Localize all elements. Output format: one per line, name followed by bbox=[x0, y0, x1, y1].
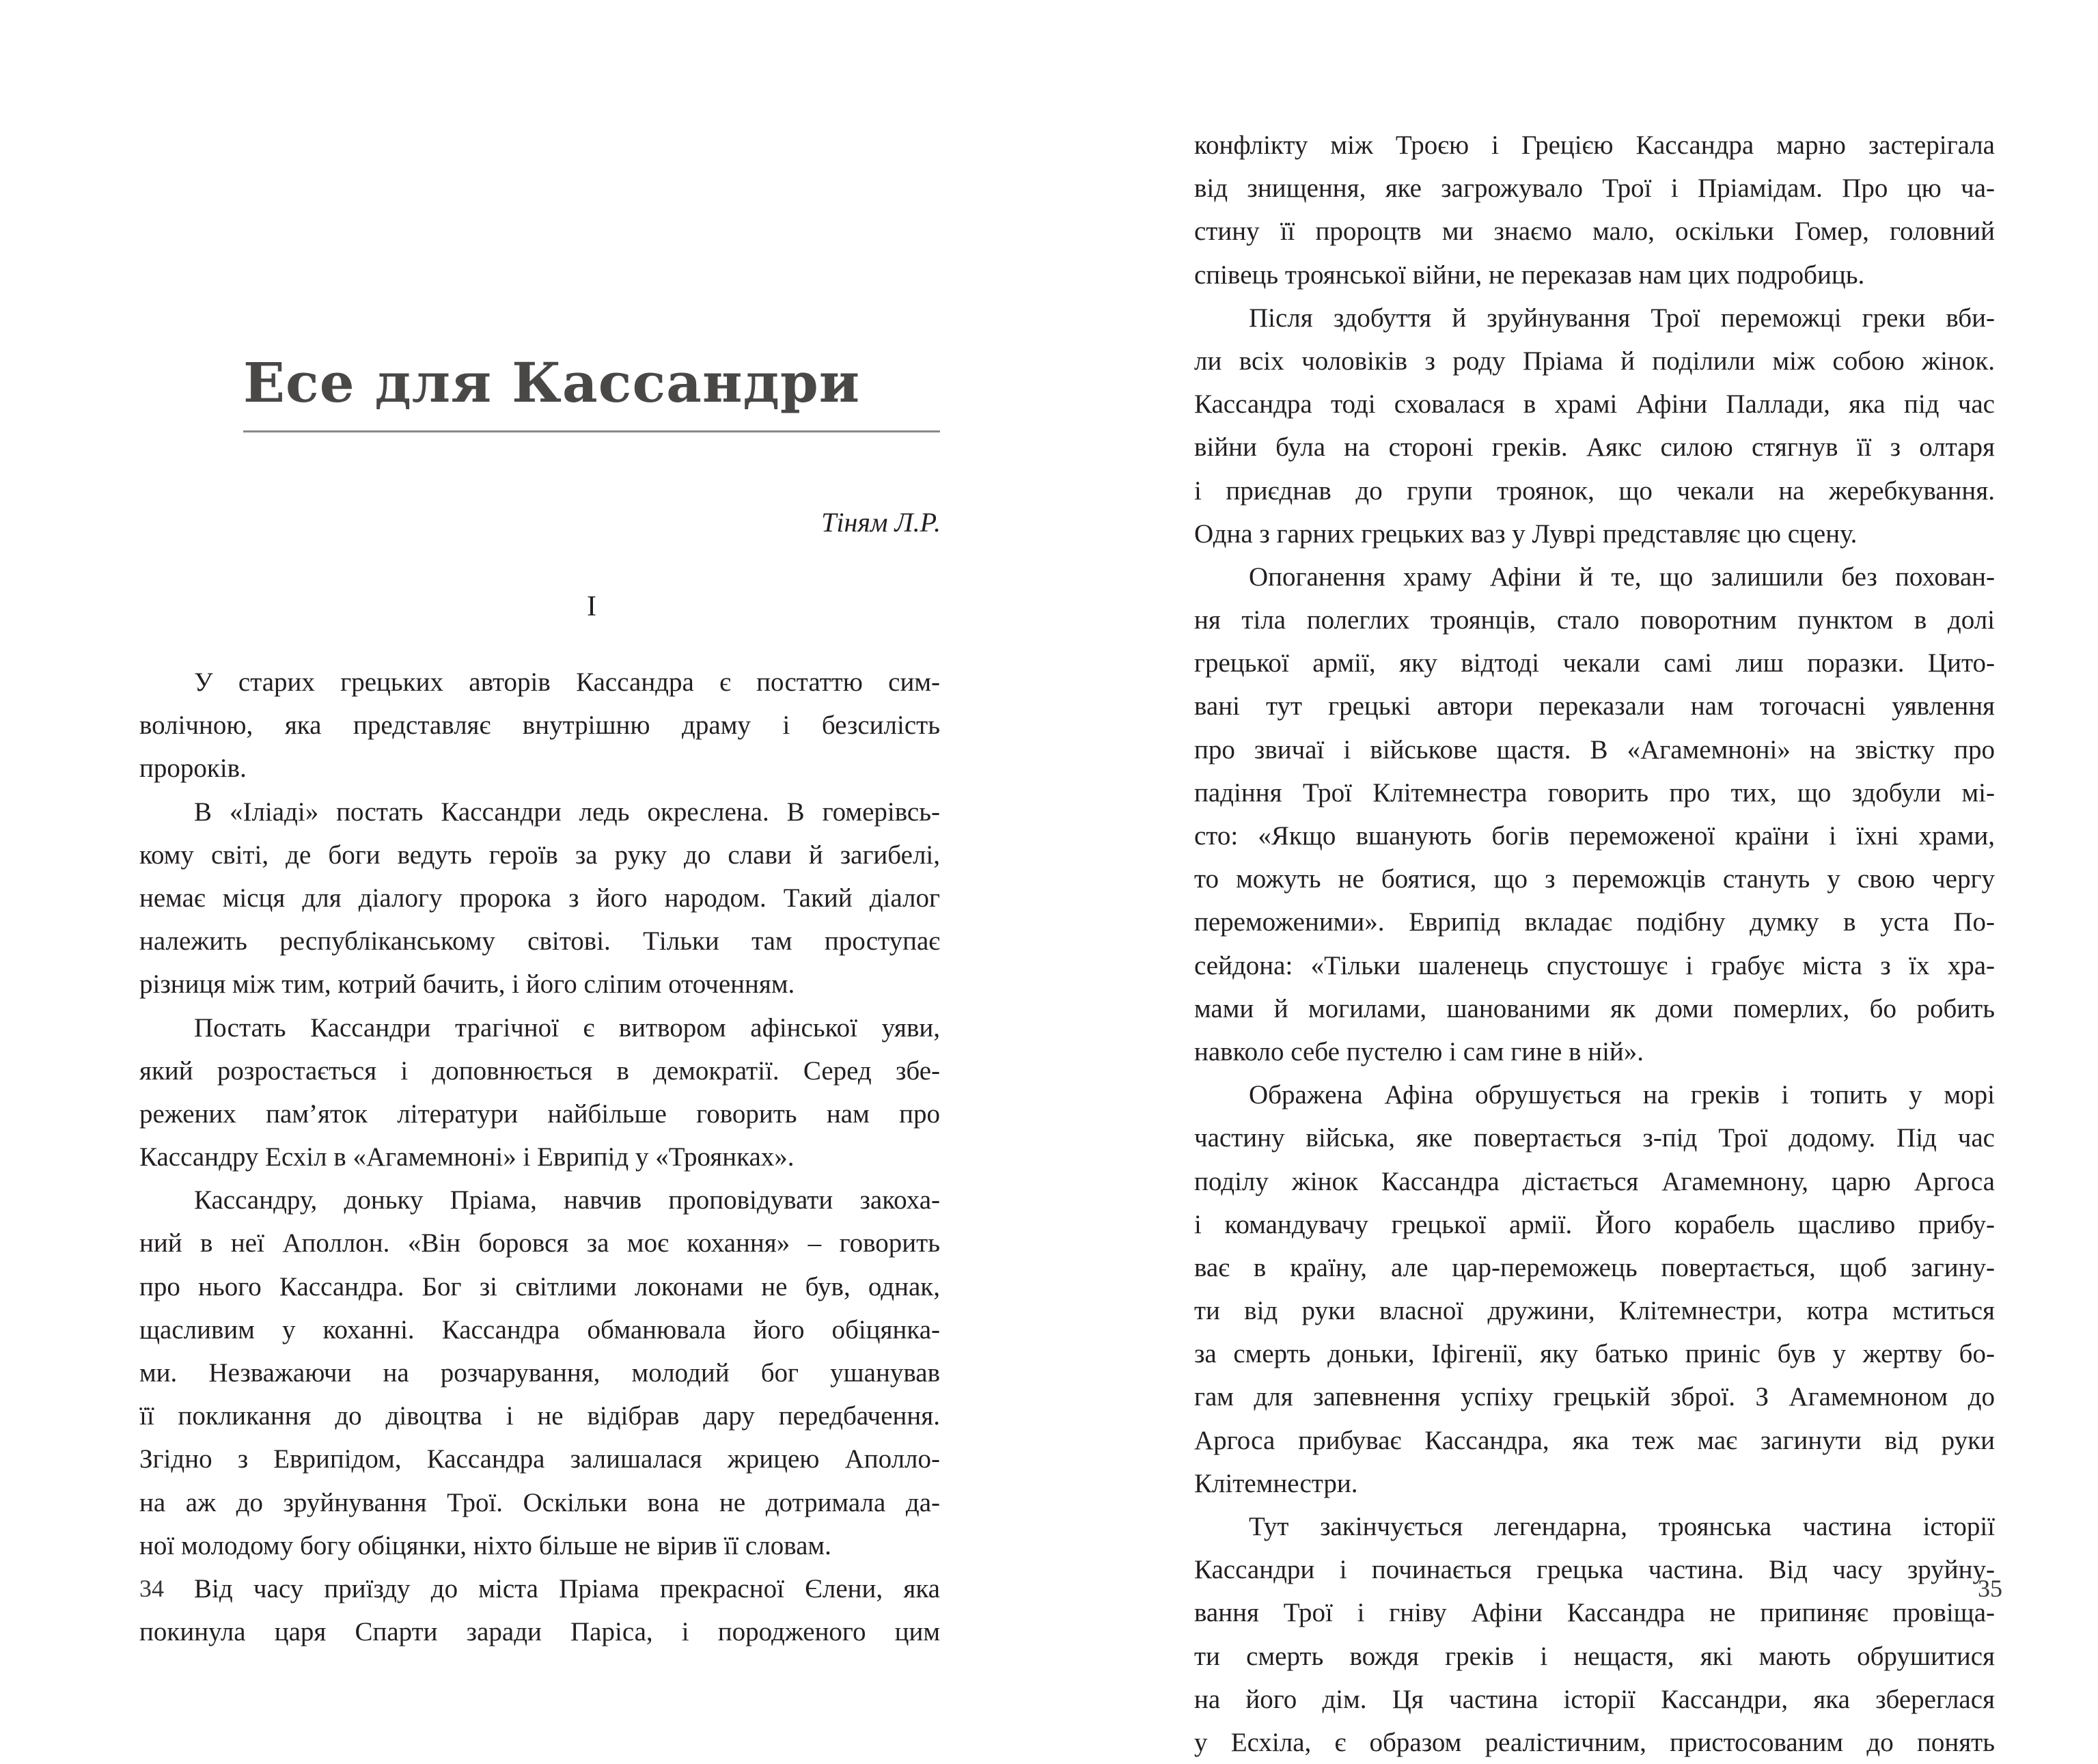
text-line: кому світі, де боги ведуть героїв за руку до слави й загибелі, bbox=[139, 840, 940, 870]
text-line: Аргоса прибуває Кассандра, яка теж має загинути від руки bbox=[1194, 1425, 1995, 1455]
text-line: Кассандра тоді сховалася в храмі Афіни Паллади, яка під час bbox=[1194, 389, 1995, 419]
text-line: вання Трої і гніву Афіни Кассандра не припиняє провіща- bbox=[1194, 1598, 1995, 1628]
page-number-left: 34 bbox=[139, 1575, 164, 1602]
text-line: Від часу приїзду до міста Пріама прекрасної Єлени, яка bbox=[194, 1573, 940, 1603]
text-line: Кассандру, доньку Пріама, навчив проповідувати закоха- bbox=[194, 1185, 940, 1215]
right-page bbox=[1049, 0, 2098, 1757]
text-line: ває в країну, але цар-переможець повертається, щоб загину- bbox=[1194, 1252, 1995, 1282]
left-page bbox=[0, 0, 1049, 1679]
left-body-text bbox=[139, 661, 940, 1653]
text-line: сейдона: «Тільки шаленець спустошує і грабує міста з їх хра- bbox=[1194, 950, 1995, 980]
text-line: за смерть доньки, Іфігенії, яку батько приніс був у жертву бо- bbox=[1194, 1339, 1995, 1369]
text-line: мами й могилами, шанованими як доми померлих, бо робить bbox=[1194, 993, 1995, 1023]
title-underline bbox=[243, 430, 940, 432]
text-line: Ображена Афіна обрушується на греків і топить у морі bbox=[1249, 1080, 1995, 1110]
text-line: Після здобуття й зруйнування Трої переможці греки вби- bbox=[1249, 303, 1995, 333]
text-line: сто: «Якщо вшанують богів переможеної країни і їхні храми, bbox=[1194, 821, 1995, 851]
text-line: навколо себе пустелю і сам гине в ній». bbox=[1194, 1036, 1644, 1066]
section-number: I bbox=[587, 591, 596, 622]
text-line: про нього Кассандра. Бог зі світлими локонами не був, однак, bbox=[139, 1271, 940, 1301]
text-line: на його дім. Ця частина історії Кассандри, яка збереглася bbox=[1194, 1684, 1995, 1714]
dedication: Тіням Л.Р. bbox=[821, 507, 941, 538]
text-line: війни була на стороні греків. Аякс силою стягнув її з олтаря bbox=[1194, 432, 1995, 463]
text-line: Кассандру Есхіл в «Агамемноні» і Еврипід у «Троянках». bbox=[139, 1142, 795, 1172]
text-line: і приєднав до групи троянок, що чекали на жеребкування. bbox=[1194, 476, 1995, 506]
text-line: різниця між тим, котрий бачить, і його сліпим оточенням. bbox=[139, 969, 795, 1000]
text-line: ти смерть вождя греків і нещастя, які мають обрушитися bbox=[1194, 1641, 1995, 1671]
text-line: переможеними». Еврипід вкладає подібну думку в уста По- bbox=[1194, 907, 1995, 937]
text-line: Одна з гарних грецьких ваз у Луврі представляє цю сцену. bbox=[1194, 519, 1858, 549]
text-line: ної молодому богу обіцянки, ніхто більше не вірив її словам. bbox=[139, 1530, 831, 1560]
text-line: поділу жінок Кассандра дістається Агамемнону, царю Аргоса bbox=[1194, 1166, 1995, 1196]
text-line: щасливим у коханні. Кассандра обманювала його обіцянка- bbox=[139, 1314, 940, 1345]
text-line: Кассандри і починається грецька частина. Від часу зруйну- bbox=[1194, 1555, 1995, 1585]
text-line: про звичаї і військове щастя. В «Агамемноні» на звістку про bbox=[1194, 734, 1995, 764]
text-line: співець троянської війни, не переказав нам цих подробиць. bbox=[1194, 260, 1865, 290]
text-line: від знищення, яке загрожувало Трої і Пріамідам. Про цю ча- bbox=[1194, 174, 1995, 204]
text-line: ня тіла полеглих троянців, стало поворотним пунктом в долі bbox=[1194, 605, 1995, 635]
text-line: волічною, яка представляє внутрішню драму і безсилість bbox=[139, 711, 940, 741]
text-line: ли всіх чоловіків з роду Пріама й поділили між собою жінок. bbox=[1194, 346, 1995, 376]
text-line: частину війська, яке повертається з-під Трої додому. Під час bbox=[1194, 1123, 1995, 1153]
text-line: її покликання до дівоцтва і не відібрав дару передбачення. bbox=[139, 1401, 940, 1431]
text-line: ми. Незважаючи на розчарування, молодий бог ушанував bbox=[139, 1358, 940, 1388]
text-line: Постать Кассандри трагічної є витвором афінської уяви, bbox=[194, 1012, 940, 1043]
text-line: Клітемнестри. bbox=[1194, 1468, 1358, 1498]
text-line: у Есхіла, є образом реалістичним, пристосованим до понять bbox=[1194, 1727, 1995, 1757]
right-body-text bbox=[1194, 124, 1995, 1764]
text-line: падіння Трої Клітемнестра говорить про тих, що здобули мі- bbox=[1194, 777, 1995, 808]
text-line: стину її пророцтв ми знаємо мало, оскільки Гомер, головний bbox=[1194, 217, 1995, 247]
text-line: Згідно з Еврипідом, Кассандра залишалася жрицею Аполло- bbox=[139, 1444, 940, 1474]
text-line: належить республіканському світові. Тільки там проступає bbox=[139, 926, 940, 956]
text-line: то можуть не боятися, що з переможців стануть у свою чергу bbox=[1194, 864, 1995, 894]
text-line: покинула царя Спарти заради Паріса, і породженого цим bbox=[139, 1617, 940, 1647]
text-line: У старих грецьких авторів Кассандра є постаттю сим- bbox=[194, 667, 940, 697]
text-line: режених пам’яток літератури найбільше говорить нам про bbox=[139, 1099, 940, 1129]
text-line: пророків. bbox=[139, 754, 247, 784]
text-line: гам для запевнення успіху грецькій зброї. З Агамемноном до bbox=[1194, 1382, 1995, 1412]
text-line: В «Іліаді» постать Кассандри ледь окреслена. В гомерівсь- bbox=[194, 797, 940, 827]
text-line: конфлікту між Троєю і Грецією Кассандра марно застерігала bbox=[1194, 130, 1995, 160]
text-line: немає місця для діалогу пророка з його народом. Такий діалог bbox=[139, 883, 940, 913]
text-line: на аж до зруйнування Трої. Оскільки вона не дотримала да- bbox=[139, 1487, 940, 1517]
text-line: вані тут грецькі автори переказали нам тогочасні уявлення bbox=[1194, 691, 1995, 721]
text-line: Тут закінчується легендарна, троянська частина історії bbox=[1249, 1512, 1995, 1541]
text-line: і командувачу грецької армії. Його корабель щасливо прибу- bbox=[1194, 1209, 1995, 1239]
text-line: грецької армії, яку відтоді чекали самі лиш поразки. Цито- bbox=[1194, 648, 1995, 678]
text-line: ний в неї Аполлон. «Він боровся за моє кохання» – говорить bbox=[139, 1228, 940, 1258]
essay-title: Есе для Кассандри bbox=[243, 350, 861, 415]
text-line: який розростається і доповнюється в демократії. Серед збе- bbox=[139, 1056, 940, 1086]
text-line: ти від руки власної дружини, Клітемнестри, котра мститься bbox=[1194, 1296, 1995, 1326]
text-line: Опоганення храму Афіни й те, що залишили без похован- bbox=[1249, 562, 1995, 592]
page-number-right: 35 bbox=[1978, 1575, 2002, 1602]
